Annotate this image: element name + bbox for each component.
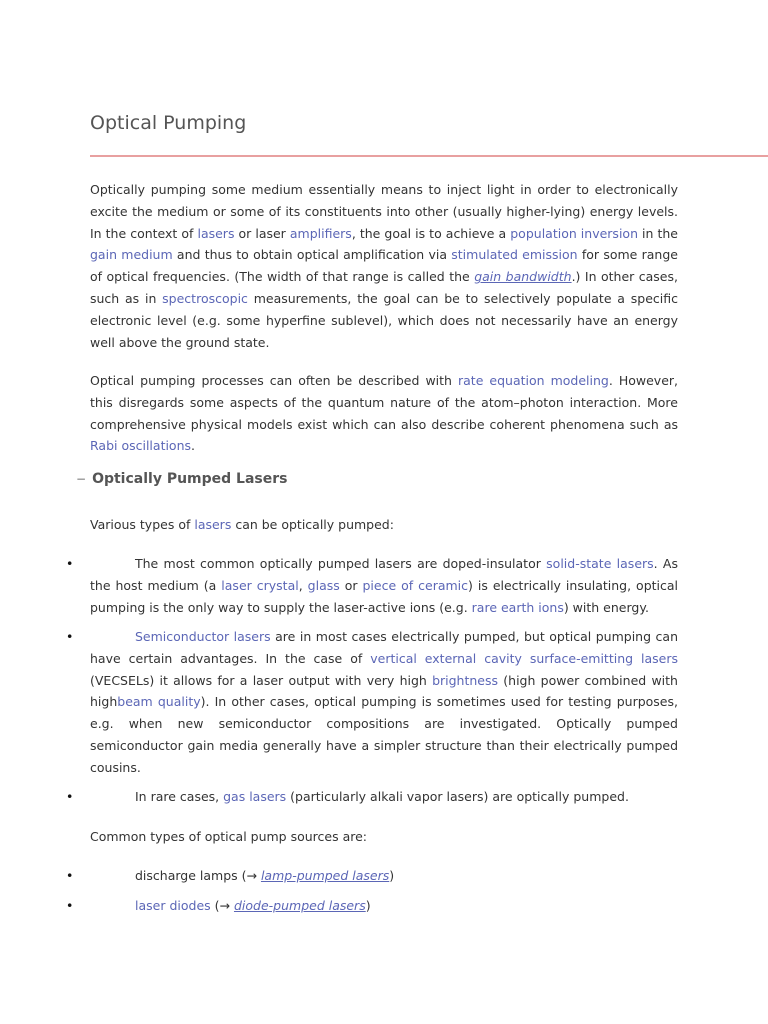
text: , — [298, 577, 308, 593]
link-solid-state-lasers[interactable]: solid-state lasers — [546, 556, 654, 571]
section-heading-optically-pumped-lasers[interactable] — [76, 471, 287, 487]
list-item-semiconductor — [90, 626, 678, 779]
link-laser-diodes[interactable]: laser diodes — [135, 898, 211, 913]
text: ) — [365, 898, 371, 913]
text: . As the host medium (a — [90, 556, 678, 593]
link-gas-lasers[interactable]: gas lasers — [223, 789, 287, 804]
link-lasers-2[interactable]: lasers — [194, 517, 232, 532]
link-vecsel[interactable]: vertical external cavity surface-emitting lasers — [370, 650, 678, 666]
text: (high power combined with high — [90, 672, 678, 710]
link-brightness[interactable]: brightness — [432, 672, 499, 688]
bullet-icon: • — [66, 898, 74, 913]
text: or laser — [234, 225, 290, 241]
bullet-icon: • — [66, 789, 74, 804]
link-beam-quality[interactable]: beam quality — [117, 694, 201, 710]
link-lamp-pumped-lasers[interactable]: lamp-pumped lasers — [260, 868, 390, 883]
text: can be optically pumped: — [231, 517, 394, 532]
link-population-inversion[interactable]: population inversion — [510, 225, 638, 241]
paragraph-pump-sources-intro: Common types of optical pump sources are: — [90, 829, 368, 844]
list-item-solid-state — [90, 553, 678, 618]
text: ) — [389, 868, 395, 883]
text: (→ — [210, 898, 234, 913]
section-heading-label: Optically Pumped Lasers — [92, 471, 288, 487]
bullet-icon: • — [66, 868, 74, 883]
link-glass[interactable]: glass — [307, 577, 340, 593]
link-stimulated-emission[interactable]: stimulated emission — [451, 247, 578, 263]
text: in the — [638, 225, 679, 241]
list-item-discharge-lamps — [90, 865, 678, 887]
link-diode-pumped-lasers[interactable]: diode-pumped lasers — [233, 898, 366, 913]
link-rabi-oscillations[interactable]: Rabi oscillations — [90, 438, 192, 454]
bullet-icon: • — [66, 556, 74, 571]
text: or — [339, 577, 363, 593]
text: ) with energy. — [563, 599, 649, 615]
paragraph-types-intro — [90, 514, 678, 536]
list-item-gas-lasers — [90, 786, 678, 808]
text: Optical pumping processes can often be described with — [90, 373, 458, 388]
link-rate-equation-modeling[interactable]: rate equation modeling — [458, 373, 609, 388]
list-item-laser-diodes — [90, 895, 678, 917]
text: (particularly alkali vapor lasers) are optically pumped. — [286, 789, 629, 804]
text: for some range of optical frequencies. (The width of that range is called the — [90, 247, 678, 285]
text: ). In other cases, optical pumping is sometimes used for testing purposes, e.g. when new semiconductor compositions are investigated. Optically pumped semiconductor gain media generally have a simpler structure than their electrically pumped cousins. — [90, 694, 678, 775]
text: Optically pumping some medium essentially means to inject light in order to electronically excite the medium or some of its constituents into other (usually higher-lying) energy levels. In the context of — [90, 182, 678, 241]
link-laser-crystal[interactable]: laser crystal — [221, 577, 299, 593]
text: ) is electrically insulating, optical pumping is the only way to supply the laser-active ions (e.g. — [90, 577, 679, 615]
text: .) In other cases, such as in — [90, 269, 678, 306]
text: , the goal is to achieve a — [351, 225, 511, 241]
bullet-icon: • — [66, 629, 74, 644]
text: In rare cases, — [135, 789, 224, 804]
text: and thus to obtain optical amplification via — [172, 247, 452, 263]
link-gain-medium[interactable]: gain medium — [90, 247, 173, 263]
title-divider — [90, 155, 768, 157]
text: . However, this disregards some aspects of the quantum nature of the atom–photon interaction. More comprehensive physical models exist which can also describe coherent phenomena such as — [90, 373, 679, 432]
text: discharge lamps (→ — [135, 868, 261, 883]
link-spectroscopic[interactable]: spectroscopic — [162, 290, 248, 306]
link-gain-bandwidth[interactable]: gain bandwidth — [474, 269, 572, 285]
page-title: Optical Pumping — [90, 112, 247, 134]
collapse-toggle-icon[interactable]: − — [76, 472, 87, 486]
text: Various types of — [90, 517, 195, 532]
text: . — [191, 438, 196, 454]
text: The most common optically pumped lasers are doped-insulator — [135, 556, 547, 571]
link-lasers[interactable]: lasers — [197, 225, 235, 241]
link-rare-earth-ions[interactable]: rare earth ions — [471, 599, 564, 615]
text: (VECSELs) it allows for a laser output with very high — [90, 672, 433, 688]
text: are in most cases electrically pumped, but optical pumping can have certain advantages. In the case of — [90, 629, 678, 666]
text: measurements, the goal can be to selectively populate a specific electronic level (e.g. some hyperfine sublevel), which does not necessarily have an energy well above the ground state. — [90, 290, 678, 350]
link-semiconductor-lasers[interactable]: Semiconductor lasers — [135, 629, 271, 644]
paragraph-intro — [90, 179, 678, 353]
link-amplifiers[interactable]: amplifiers — [289, 225, 352, 241]
paragraph-rate-equation — [90, 370, 678, 457]
link-piece-of-ceramic[interactable]: piece of ceramic — [362, 577, 469, 593]
